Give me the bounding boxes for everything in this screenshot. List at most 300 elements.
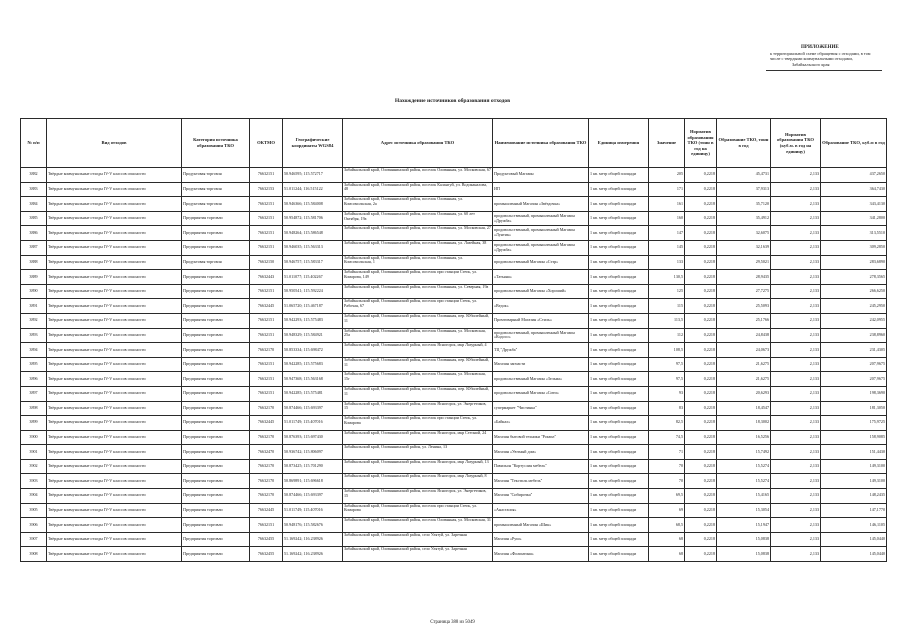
cell-cat: Предприятия торговли	[182, 532, 250, 547]
cell-unit: 1 кв. метр общей площади	[589, 168, 649, 183]
cell-nm: 2,133	[771, 357, 821, 372]
cell-coords: 51.169242; 116.238926	[283, 532, 343, 547]
cell-nt: 0,2218	[685, 489, 717, 504]
cell-addr: Забайкальский край, Оловяннинский район, поселок Оловянная, ул. Комсомольская, 2а	[343, 197, 493, 212]
cell-m: 278,3565	[821, 270, 887, 285]
cell-name: продовольственный Магазин «Зельма»	[493, 372, 589, 387]
cell-nt: 0,2218	[685, 328, 717, 343]
cell-t: 32,6075	[717, 226, 771, 241]
cell-nm: 2,133	[771, 284, 821, 299]
cell-val: 93	[649, 386, 685, 401]
cell-waste: Твёрдые коммунальные отходы IV-V классов опасности	[47, 328, 182, 343]
cell-cat: Предприятия торговли	[182, 518, 250, 533]
cell-name: промышленный Магазин «Звёздочка»	[493, 197, 589, 212]
column-header: Норматив образования ТКО (куб.м. в год на единицу)	[771, 119, 821, 168]
cell-n: 3907	[21, 532, 47, 547]
cell-t: 28,9435	[717, 270, 771, 285]
cell-oktmo: 76632443	[250, 270, 283, 285]
cell-name: продовольственный Магазин «Сити»	[493, 386, 589, 401]
cell-addr: Забайкальский край, Оловяннинский район, ул. Ленина, 13	[343, 445, 493, 460]
table-row	[21, 489, 887, 504]
cell-waste: Твёрдые коммунальные отходы IV-V классов опасности	[47, 372, 182, 387]
appendix-header	[756, 45, 886, 71]
cell-name: Магазин «Фолинтина»	[493, 547, 589, 562]
cell-oktmo: 76632151	[250, 357, 283, 372]
waste-sources-table	[20, 118, 887, 562]
cell-unit: 1 кв. метр общей площади	[589, 532, 649, 547]
column-header: № п/п	[21, 119, 47, 168]
cell-t: 16,5256	[717, 430, 771, 445]
cell-val: 69	[649, 503, 685, 518]
cell-nm: 2,133	[771, 168, 821, 183]
cell-nm: 2,133	[771, 270, 821, 285]
cell-oktmo: 76632151	[250, 168, 283, 183]
column-header: Единица измерения	[589, 119, 649, 168]
cell-waste: Твёрдые коммунальные отходы IV-V классов опасности	[47, 518, 182, 533]
cell-val: 125	[649, 284, 685, 299]
cell-waste: Твёрдые коммунальные отходы IV-V классов опасности	[47, 211, 182, 226]
cell-coords: 50.942285; 115.575481	[283, 386, 343, 401]
cell-unit: 1 кв. метр общей площади	[589, 299, 649, 314]
cell-n: 3888	[21, 255, 47, 270]
cell-t: 35,7120	[717, 197, 771, 212]
cell-t: 21,6275	[717, 372, 771, 387]
cell-coords: 50.948264; 115.586548	[283, 226, 343, 241]
cell-t: 15,7492	[717, 445, 771, 460]
cell-waste: Твёрдые коммунальные отходы IV-V классов опасности	[47, 197, 182, 212]
cell-val: 145	[649, 240, 685, 255]
cell-unit: 1 кв. метр общей площади	[589, 372, 649, 387]
cell-nt: 0,2218	[685, 372, 717, 387]
cell-t: 35,4912	[717, 211, 771, 226]
cell-coords: 50.946595; 115.572717	[283, 168, 343, 183]
cell-cat: Предприятия торговли	[182, 489, 250, 504]
cell-t: 24,8438	[717, 328, 771, 343]
cell-name: ТЦ "Дружба"	[493, 343, 589, 358]
cell-t: 25,1766	[717, 313, 771, 328]
cell-nm: 2,133	[771, 182, 821, 197]
cell-cat: Продуктовая торговля	[182, 168, 250, 183]
cell-cat: Предприятия торговли	[182, 416, 250, 431]
cell-addr: Забайкальский край, Оловяннинский район, поселок Оловянная, пер. Юбилейный, 11	[343, 386, 493, 401]
cell-m: 437,2650	[821, 168, 887, 183]
cell-coords: 50.876393; 115.697430	[283, 430, 343, 445]
cell-t: 15,1947	[717, 518, 771, 533]
cell-val: 68,5	[649, 518, 685, 533]
cell-nm: 2,133	[771, 430, 821, 445]
cell-unit: 1 кв. метр общей площади	[589, 343, 649, 358]
cell-coords: 50.946366; 115.584008	[283, 197, 343, 212]
cell-unit: 1 кв. метр общей площади	[589, 182, 649, 197]
cell-coords: 51.011749; 115.407016	[283, 503, 343, 518]
cell-n: 3884	[21, 197, 47, 212]
cell-waste: Твёрдые коммунальные отходы IV-V классов опасности	[47, 459, 182, 474]
cell-addr: Забайкальский край, Оловяннинский район, поселок Оловянная, ул. Лазейная, 38	[343, 240, 493, 255]
table-row	[21, 372, 887, 387]
table-row	[21, 343, 887, 358]
cell-val: 71	[649, 445, 685, 460]
cell-addr: Забайкальский край, Оловяннинский район, поселок Оловянная, ул. Комсомольская, 1	[343, 255, 493, 270]
cell-oktmo: 76632151	[250, 226, 283, 241]
cell-m: 181,3050	[821, 401, 887, 416]
table-row	[21, 168, 887, 183]
cell-m: 242,0955	[821, 313, 887, 328]
cell-val: 68	[649, 547, 685, 562]
cell-addr: Забайкальский край, Оловяннинский район, поселок Ясногорск, мкр Степной, 24	[343, 430, 493, 445]
cell-t: 15,5274	[717, 459, 771, 474]
cell-waste: Твёрдые коммунальные отходы IV-V классов опасности	[47, 313, 182, 328]
table-row	[21, 182, 887, 197]
cell-n: 3887	[21, 240, 47, 255]
cell-n: 3905	[21, 503, 47, 518]
cell-nm: 2,133	[771, 313, 821, 328]
cell-unit: 1 кв. метр общей площади	[589, 503, 649, 518]
cell-t: 45,4731	[717, 168, 771, 183]
cell-m: 207,9675	[821, 372, 887, 387]
cell-unit: 1 кв. метр общей площади	[589, 416, 649, 431]
table-row	[21, 401, 887, 416]
column-header: Наименование источника образования ТКО	[493, 119, 589, 168]
table-row	[21, 211, 887, 226]
cell-cat: Предприятия торговли	[182, 474, 250, 489]
cell-val: 161	[649, 197, 685, 212]
cell-m: 341,2800	[821, 211, 887, 226]
cell-addr: Забайкальский край, Оловяннинский район, поселок Ясногорск, мкр Лазурный, 8	[343, 474, 493, 489]
cell-coords: 50.946035; 115.563313	[283, 240, 343, 255]
cell-nm: 2,133	[771, 489, 821, 504]
cell-name: Магазин "Текстиль мебель"	[493, 474, 589, 489]
cell-addr: Забайкальский край, Оловяннинский район, поселок Оловянная, пер. Юбилейный, 11	[343, 313, 493, 328]
cell-val: 147	[649, 226, 685, 241]
cell-val: 171	[649, 182, 685, 197]
cell-cat: Предприятия торговли	[182, 401, 250, 416]
cell-val: 83	[649, 401, 685, 416]
cell-n: 3906	[21, 518, 47, 533]
cell-m: 266,6250	[821, 284, 887, 299]
cell-nm: 2,133	[771, 386, 821, 401]
cell-name: промышленный Магазин «Шик»	[493, 518, 589, 533]
cell-m: 207,9675	[821, 357, 887, 372]
cell-val: 82,5	[649, 416, 685, 431]
cell-nt: 0,2218	[685, 357, 717, 372]
cell-m: 151,4430	[821, 445, 887, 460]
column-header: Вид отходов	[47, 119, 182, 168]
cell-unit: 1 кв. метр общей площади	[589, 357, 649, 372]
cell-cat: Предприятия торговли	[182, 343, 250, 358]
cell-unit: 1 кв. метр общей площади	[589, 474, 649, 489]
cell-waste: Твёрдые коммунальные отходы IV-V классов опасности	[47, 255, 182, 270]
table-row	[21, 532, 887, 547]
cell-oktmo: 76632151	[250, 284, 283, 299]
cell-nt: 0,2218	[685, 182, 717, 197]
cell-unit: 1 кв. метр общей площади	[589, 459, 649, 474]
cell-name: Магазин «Руш»	[493, 532, 589, 547]
cell-nt: 0,2218	[685, 386, 717, 401]
cell-addr: Забайкальский край, Оловяннинский район, поселок Калангуй, ул. Водоканалова, 48	[343, 182, 493, 197]
cell-coords: 50.947368; 115.563168	[283, 372, 343, 387]
cell-name: продовольственный Магазин «Хороший»	[493, 284, 589, 299]
cell-val: 115	[649, 299, 685, 314]
cell-waste: Твёрдые коммунальные отходы IV-V классов опасности	[47, 299, 182, 314]
cell-nt: 0,2218	[685, 430, 717, 445]
cell-n: 3901	[21, 445, 47, 460]
table-row	[21, 547, 887, 562]
cell-unit: 1 кв. метр общей площади	[589, 386, 649, 401]
cell-oktmo: 76632170	[250, 343, 283, 358]
cell-waste: Твёрдые коммунальные отходы IV-V классов опасности	[47, 416, 182, 431]
cell-oktmo: 76632153	[250, 182, 283, 197]
cell-n: 3883	[21, 182, 47, 197]
cell-coords: 50.946757; 115.583317	[283, 255, 343, 270]
cell-waste: Твёрдые коммунальные отходы IV-V классов опасности	[47, 386, 182, 401]
cell-m: 245,2950	[821, 299, 887, 314]
cell-val: 70	[649, 459, 685, 474]
cell-cat: Предприятия торговли	[182, 211, 250, 226]
column-header: ОКТМО	[250, 119, 283, 168]
cell-coords: 50.954872; 115.581706	[283, 211, 343, 226]
cell-n: 3897	[21, 386, 47, 401]
cell-nt: 0,2218	[685, 503, 717, 518]
cell-nt: 0,2218	[685, 518, 717, 533]
cell-val: 97,5	[649, 357, 685, 372]
cell-m: 238,8960	[821, 328, 887, 343]
cell-m: 175,9725	[821, 416, 887, 431]
cell-name: Павильон "Кортуслия мебель"	[493, 459, 589, 474]
cell-oktmo: 76632151	[250, 518, 283, 533]
cell-t: 15,3054	[717, 503, 771, 518]
cell-coords: 50.936742; 115.806097	[283, 445, 343, 460]
cell-m: 149,3100	[821, 459, 887, 474]
cell-nt: 0,2218	[685, 416, 717, 431]
cell-nm: 2,133	[771, 343, 821, 358]
cell-val: 133	[649, 255, 685, 270]
cell-oktmo: 76632170	[250, 459, 283, 474]
table-row	[21, 474, 887, 489]
cell-oktmo: 76632445	[250, 503, 283, 518]
cell-nm: 2,133	[771, 299, 821, 314]
column-header: Образование ТКО, куб.м в год	[821, 119, 887, 168]
cell-nm: 2,133	[771, 547, 821, 562]
cell-n: 3899	[21, 416, 47, 431]
cell-nt: 0,2218	[685, 284, 717, 299]
cell-oktmo: 76632151	[250, 211, 283, 226]
cell-n: 3891	[21, 299, 47, 314]
cell-n: 3894	[21, 343, 47, 358]
cell-t: 25,5093	[717, 299, 771, 314]
cell-waste: Твёрдые коммунальные отходы IV-V классов опасности	[47, 547, 182, 562]
table-row	[21, 197, 887, 212]
cell-waste: Твёрдые коммунальные отходы IV-V классов опасности	[47, 474, 182, 489]
table-row	[21, 518, 887, 533]
table-row	[21, 328, 887, 343]
cell-nm: 2,133	[771, 416, 821, 431]
cell-nt: 0,2218	[685, 445, 717, 460]
document-title: Нахождение источников образования отходов	[394, 98, 511, 104]
cell-name: супермаркет "Чистинка"	[493, 401, 589, 416]
cell-oktmo: 76632151	[250, 313, 283, 328]
column-header: Значение	[649, 119, 685, 168]
cell-waste: Твёрдые коммунальные отходы IV-V классов опасности	[47, 430, 182, 445]
cell-waste: Твёрдые коммунальные отходы IV-V классов опасности	[47, 489, 182, 504]
table-row	[21, 503, 887, 518]
cell-waste: Твёрдые коммунальные отходы IV-V классов опасности	[47, 357, 182, 372]
cell-cat: Предприятия торговли	[182, 503, 250, 518]
cell-addr: Забайкальский край, Оловяннинский район, поселок Оловянная, ул. Московская, 15г	[343, 372, 493, 387]
cell-cat: Предприятия торговли	[182, 372, 250, 387]
cell-val: 97,5	[649, 372, 685, 387]
cell-n: 3885	[21, 211, 47, 226]
cell-nm: 2,133	[771, 255, 821, 270]
cell-oktmo: 76632470	[250, 445, 283, 460]
cell-name: Магазин "Сибирочка"	[493, 489, 589, 504]
cell-t: 27,7275	[717, 284, 771, 299]
cell-n: 3896	[21, 372, 47, 387]
cell-name: продовольственный Магазин «Стэр»	[493, 255, 589, 270]
cell-oktmo: 76632455	[250, 547, 283, 562]
cell-nt: 0,2218	[685, 313, 717, 328]
cell-name: ИП	[493, 182, 589, 197]
cell-name: продовольственный, промышленный Магазин «Кодосо»	[493, 328, 589, 343]
table-row	[21, 430, 887, 445]
cell-name: продовольственный, промышленный Магазин «Дружба»	[493, 240, 589, 255]
cell-unit: 1 кв. метр общей площади	[589, 430, 649, 445]
cell-waste: Твёрдые коммунальные отходы IV-V классов опасности	[47, 503, 182, 518]
cell-name: «Ведок»	[493, 299, 589, 314]
cell-n: 3895	[21, 357, 47, 372]
cell-addr: Забайкальский край, Оловяннинский район, село Улятуй, ул. Заречная	[343, 547, 493, 562]
table-row	[21, 416, 887, 431]
column-header: Адрес источника образования ТКО	[343, 119, 493, 168]
cell-t: 32,1639	[717, 240, 771, 255]
cell-n: 3908	[21, 547, 47, 562]
cell-t: 15,4165	[717, 489, 771, 504]
cell-unit: 1 кв. метр общей площади	[589, 401, 649, 416]
cell-t: 29,5021	[717, 255, 771, 270]
cell-t: 37,9313	[717, 182, 771, 197]
cell-m: 148,2435	[821, 489, 887, 504]
cell-nm: 2,133	[771, 532, 821, 547]
appendix-line: Забайкальского края	[792, 61, 830, 67]
cell-addr: Забайкальский край, Оловяннинский район, поселок Оловянная, ул. 60 лет Октября, 19а	[343, 211, 493, 226]
cell-nt: 0,2218	[685, 459, 717, 474]
cell-coords: 50.873425; 115.701290	[283, 459, 343, 474]
cell-cat: Предприятия торговли	[182, 299, 250, 314]
page-number: Страница 388 из 5049	[430, 620, 475, 625]
cell-n: 3890	[21, 284, 47, 299]
cell-addr: Забайкальский край, Оловяннинский район, поселок Оловянная, ул. Московская, 67	[343, 168, 493, 183]
cell-name: Магазин «Уютный дом»	[493, 445, 589, 460]
column-header: Норматив образования ТКО (тонн в год на единицу)	[685, 119, 717, 168]
cell-unit: 1 кв. метр общей площади	[589, 197, 649, 212]
cell-nm: 2,133	[771, 226, 821, 241]
cell-n: 3904	[21, 489, 47, 504]
cell-n: 3893	[21, 328, 47, 343]
cell-cat: Предприятия торговли	[182, 547, 250, 562]
cell-addr: Забайкальский край, Оловяннинский район, поселок Оловянная, пер. Юбилейный, 11	[343, 357, 493, 372]
table-row	[21, 270, 887, 285]
cell-unit: 1 кв. метр общей площади	[589, 255, 649, 270]
cell-n: 3900	[21, 430, 47, 445]
cell-name: «Татьяна»	[493, 270, 589, 285]
cell-name: «Байкал»	[493, 416, 589, 431]
cell-n: 3903	[21, 474, 47, 489]
cell-nm: 2,133	[771, 211, 821, 226]
cell-name: продовольственный, промышленный Магазин «Дружба»	[493, 211, 589, 226]
cell-nm: 2,133	[771, 328, 821, 343]
cell-coords: 50.942293; 115.575483	[283, 313, 343, 328]
cell-nm: 2,133	[771, 503, 821, 518]
cell-t: 20,6293	[717, 386, 771, 401]
cell-coords: 50.950541; 115.592224	[283, 284, 343, 299]
cell-m: 231,4305	[821, 343, 887, 358]
table-row	[21, 240, 887, 255]
cell-m: 146,1105	[821, 518, 887, 533]
cell-coords: 51.011077; 115.402267	[283, 270, 343, 285]
cell-waste: Твёрдые коммунальные отходы IV-V классов опасности	[47, 270, 182, 285]
cell-cat: Предприятия торговли	[182, 386, 250, 401]
cell-cat: Предприятия торговли	[182, 284, 250, 299]
cell-addr: Забайкальский край, Оловяннинский район, поселок Ясногорск, мкр Лазурный, 4	[343, 343, 493, 358]
cell-name: продовольственный, промышленный Магазин «Лунтик»	[493, 226, 589, 241]
cell-cat: Предприятия торговли	[182, 226, 250, 241]
table-row	[21, 284, 887, 299]
cell-nt: 0,2218	[685, 401, 717, 416]
cell-oktmo: 76632151	[250, 240, 283, 255]
cell-unit: 1 кв. метр общей площади	[589, 240, 649, 255]
cell-nt: 0,2218	[685, 197, 717, 212]
cell-oktmo: 76632170	[250, 401, 283, 416]
cell-nm: 2,133	[771, 372, 821, 387]
cell-oktmo: 76632151	[250, 372, 283, 387]
cell-oktmo: 76632151	[250, 386, 283, 401]
cell-addr: Забайкальский край, Оловяннинский район, поселок при станции Степь, ул. Комарова	[343, 503, 493, 518]
cell-cat: Предприятия торговли	[182, 459, 250, 474]
cell-name: Промтоварный Магазин «Стиль»	[493, 313, 589, 328]
cell-unit: 1 кв. метр общей площади	[589, 211, 649, 226]
cell-nt: 0,2218	[685, 211, 717, 226]
cell-t: 15,5274	[717, 474, 771, 489]
cell-coords: 50.869891; 115.696618	[283, 474, 343, 489]
cell-addr: Забайкальский край, Оловяннинский район, поселок при станции Степь, ул. Комарова	[343, 416, 493, 431]
cell-m: 147,1770	[821, 503, 887, 518]
cell-val: 68	[649, 532, 685, 547]
cell-oktmo: 76632170	[250, 474, 283, 489]
cell-val: 69,5	[649, 489, 685, 504]
cell-unit: 1 кв. метр общей площади	[589, 284, 649, 299]
cell-waste: Твёрдые коммунальные отходы IV-V классов опасности	[47, 532, 182, 547]
cell-m: 364,7430	[821, 182, 887, 197]
cell-waste: Твёрдые коммунальные отходы IV-V классов опасности	[47, 401, 182, 416]
cell-name: Магазин запчасти	[493, 357, 589, 372]
cell-name: «Анастасия»	[493, 503, 589, 518]
cell-oktmo: 76632151	[250, 328, 283, 343]
cell-addr: Забайкальский край, Оловяннинский район, поселок Оловянная, ул. Московская, 27	[343, 226, 493, 241]
cell-m: 309,2850	[821, 240, 887, 255]
column-header: Географические координаты WGS84	[283, 119, 343, 168]
cell-coords: 51.011244; 116.515122	[283, 182, 343, 197]
appendix-line: к территориальной схеме обращения с отходами, в том	[770, 50, 871, 56]
table-row	[21, 445, 887, 460]
cell-unit: 1 кв. метр общей площади	[589, 547, 649, 562]
cell-m: 343,4130	[821, 197, 887, 212]
cell-n: 3886	[21, 226, 47, 241]
table-row	[21, 255, 887, 270]
cell-addr: Забайкальский край, Оловяннинский район, поселок при станции Степь, ул. Комарова, 149	[343, 270, 493, 285]
cell-nm: 2,133	[771, 474, 821, 489]
cell-waste: Твёрдые коммунальные отходы IV-V классов опасности	[47, 284, 182, 299]
cell-n: 3882	[21, 168, 47, 183]
cell-waste: Твёрдые коммунальные отходы IV-V классов опасности	[47, 226, 182, 241]
